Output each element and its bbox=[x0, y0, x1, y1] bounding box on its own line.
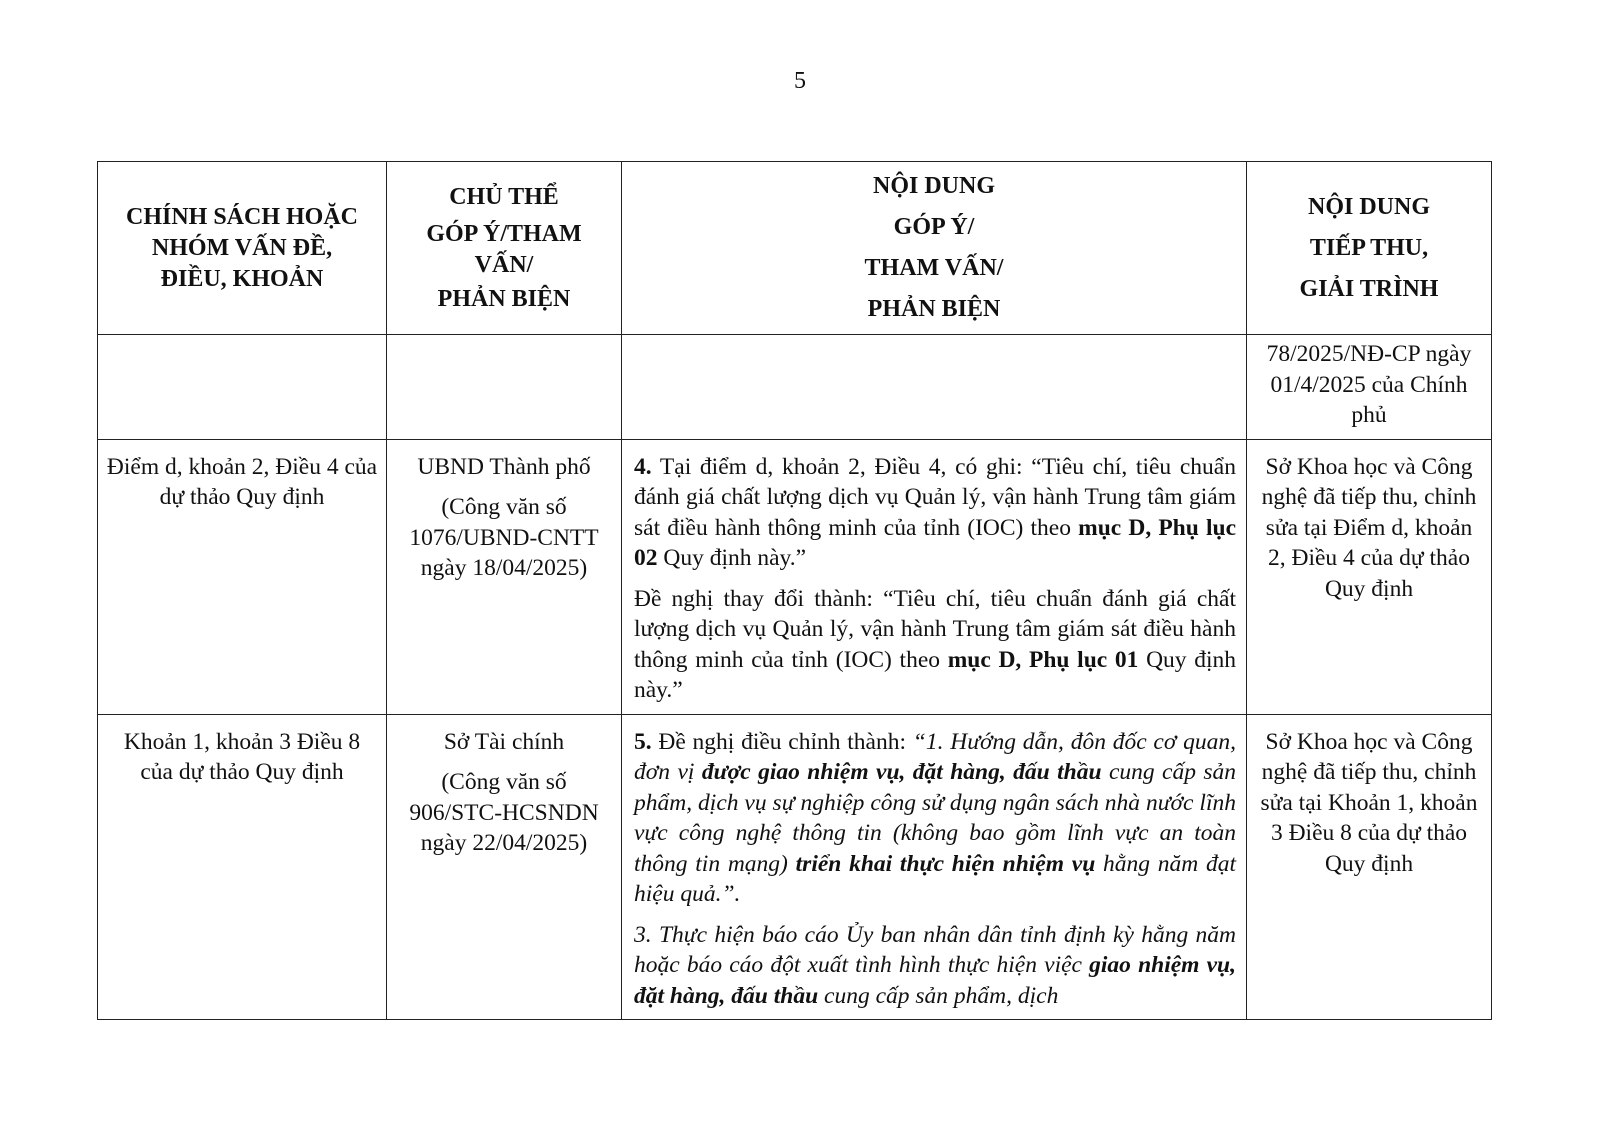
table-row bbox=[98, 439, 1492, 714]
comment-text: Tại điểm d, khoản 2, Điều 4, có ghi: “Tiêu chí, tiêu chuẩn đánh giá chất lượng dịch vụ Quản lý, vận hành Trung tâm giám sát điều hành thông minh của tỉnh (IOC) theo bbox=[634, 453, 1236, 541]
comment-italic-text: cung cấp sản phẩm, dịch vụ sự nghiệp công sử dụng ngân sách nhà nước lĩnh vực công nghệ thông tin (không bao gồm lĩnh vực an toàn thông tin mạng) bbox=[634, 759, 1236, 877]
header-commenter bbox=[387, 162, 622, 335]
header-text: GIẢI TRÌNH bbox=[1299, 275, 1439, 302]
article-cell: Khoản 1, khoản 3 Điều 8 của dự thảo Quy định bbox=[98, 714, 387, 1020]
header-text: THAM VẤN/ bbox=[864, 255, 1004, 281]
cell-empty bbox=[98, 335, 387, 440]
header-text: PHẢN BIỆN bbox=[437, 285, 571, 312]
header-text: CHỦ THỂ bbox=[449, 183, 559, 210]
response-cell: 78/2025/NĐ-CP ngày 01/4/2025 của Chính phủ bbox=[1247, 335, 1492, 440]
header-text: VẤN/ bbox=[474, 251, 534, 278]
commenter-reference: (Công văn số 1076/UBND-CNTT ngày 18/04/2025) bbox=[409, 494, 599, 581]
commenter-name: Sở Tài chính bbox=[443, 728, 565, 755]
cell-empty bbox=[387, 335, 622, 440]
commenter-name: UBND Thành phố bbox=[417, 453, 591, 480]
commenter-reference: (Công văn số 906/STC-HCSNDN ngày 22/04/2025) bbox=[409, 769, 599, 856]
header-text: NỘI DUNG bbox=[1307, 193, 1430, 220]
commenter-cell bbox=[387, 714, 622, 1020]
comment-cell bbox=[622, 439, 1247, 714]
cell-empty bbox=[622, 335, 1247, 440]
comment-paragraph bbox=[634, 584, 1236, 706]
response-cell: Sở Khoa học và Công nghệ đã tiếp thu, chỉnh sửa tại Khoản 1, khoản 3 Điều 8 của dự thảo Quy định bbox=[1247, 714, 1492, 1020]
commenter-cell bbox=[387, 439, 622, 714]
comment-text: Quy định này.” bbox=[657, 545, 807, 571]
comment-text: Đề nghị thay đổi thành: “Tiêu chí, tiêu chuẩn đánh giá chất lượng dịch vụ Quản lý, vận hành Trung tâm giám sát điều hành thông minh của tỉnh (IOC) theo bbox=[634, 585, 1236, 673]
header-text: GÓP Ý/THAM bbox=[426, 220, 582, 247]
comment-bold-italic-text: triển khai thực hiện nhiệm vụ bbox=[795, 850, 1096, 877]
header-text: NHÓM VẤN ĐỀ, bbox=[151, 234, 333, 261]
comment-italic-text: “1. Hướng dẫn, đôn đốc cơ quan, đơn vị bbox=[634, 728, 1236, 785]
comment-bold-italic-text: giao nhiệm vụ, đặt hàng, đấu thầu bbox=[634, 952, 1236, 1009]
comment-italic-text: 3. Thực hiện báo cáo Ủy ban nhân dân tỉnh định kỳ hằng năm hoặc báo cáo đột xuất tình hình thực hiện việc bbox=[634, 921, 1236, 978]
comment-paragraph bbox=[634, 452, 1236, 574]
response-cell: Sở Khoa học và Công nghệ đã tiếp thu, chỉnh sửa tại Điểm d, khoản 2, Điều 4 của dự thảo Quy định bbox=[1247, 439, 1492, 714]
table-header-row bbox=[98, 162, 1492, 335]
comment-paragraph bbox=[634, 727, 1236, 910]
table-row bbox=[98, 335, 1492, 440]
comment-cell bbox=[622, 714, 1247, 1020]
header-text: PHẢN BIỆN bbox=[867, 296, 1001, 322]
header-text: GÓP Ý/ bbox=[893, 214, 975, 240]
comment-italic-text: cung cấp sản phẩm, dịch bbox=[818, 982, 1059, 1009]
header-comment-content bbox=[622, 162, 1247, 335]
header-text: CHÍNH SÁCH HOẶC bbox=[125, 203, 359, 230]
table-row bbox=[98, 714, 1492, 1020]
header-text: TIẾP THU, bbox=[1309, 234, 1429, 261]
comment-bold-text: mục D, Phụ lục 02 bbox=[634, 514, 1236, 571]
comment-text: Quy định này.” bbox=[634, 646, 1237, 703]
header-text: ĐIỀU, KHOẢN bbox=[160, 265, 324, 292]
comment-bold-text: mục D, Phụ lục 01 bbox=[947, 646, 1139, 673]
comment-paragraph bbox=[634, 920, 1236, 1012]
comment-number: 4. bbox=[634, 453, 652, 480]
comment-italic-text: hằng năm đạt hiệu quả.”. bbox=[634, 850, 1237, 907]
header-response-content bbox=[1247, 162, 1492, 335]
article-cell: Điểm d, khoản 2, Điều 4 của dự thảo Quy định bbox=[98, 439, 387, 714]
comment-text: Đề nghị điều chỉnh thành: bbox=[651, 728, 913, 755]
header-text: NỘI DUNG bbox=[872, 173, 995, 199]
comment-bold-italic-text: được giao nhiệm vụ, đặt hàng, đấu thầu bbox=[701, 759, 1102, 785]
page-number: 5 bbox=[794, 68, 806, 94]
header-policy-article bbox=[98, 162, 387, 335]
comment-number: 5. bbox=[634, 728, 652, 755]
feedback-table bbox=[97, 161, 1492, 1020]
